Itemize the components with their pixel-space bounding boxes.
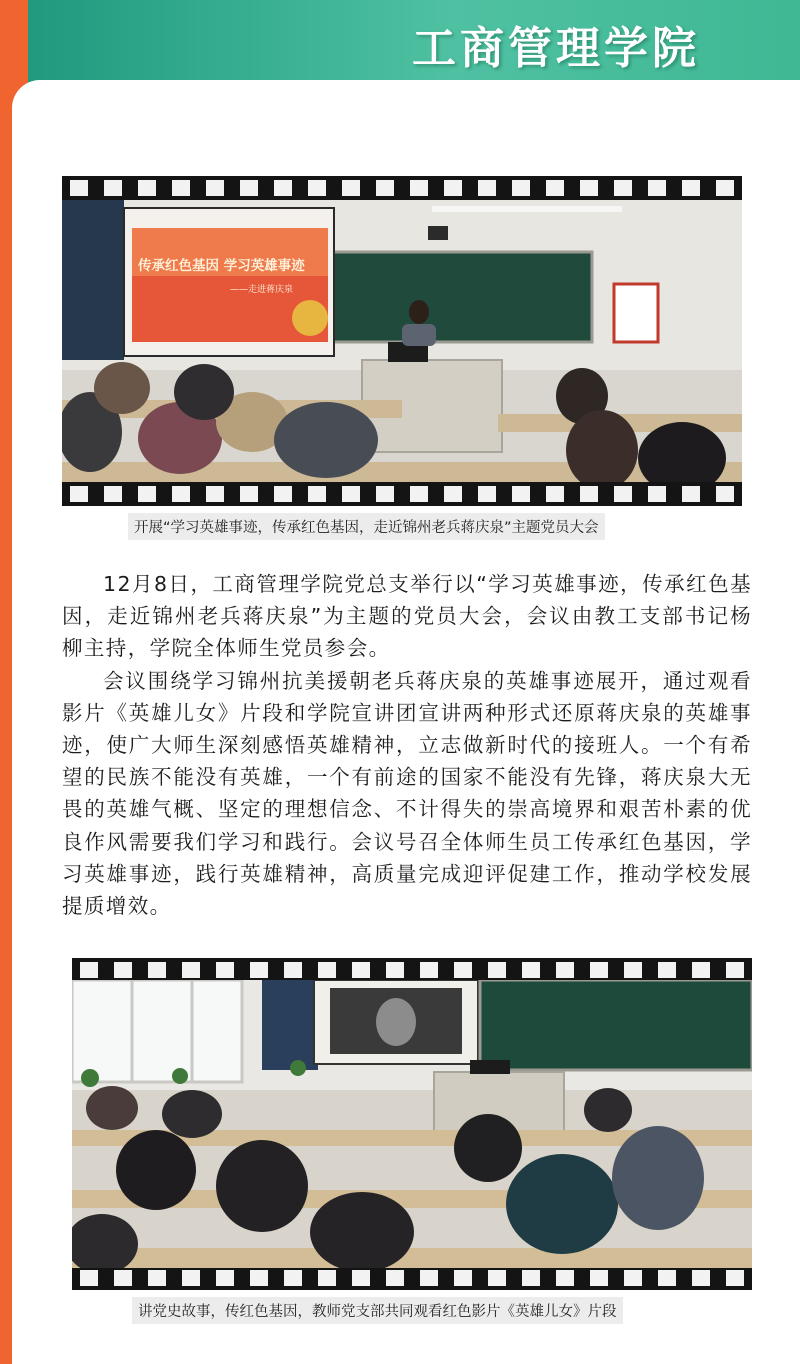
photo-caption-1: 开展“学习英雄事迹，传承红色基因，走近锦州老兵蒋庆泉”主题党员大会 xyxy=(128,513,605,540)
article-paragraph: 12月8日，工商管理学院党总支举行以“学习英雄事迹，传承红色基因，走近锦州老兵蒋庆泉”为主题的党员大会，会议由教工支部书记杨柳主持，学院全体师生党员参会。 xyxy=(62,572,752,661)
bottom-orange-strip xyxy=(0,1304,12,1364)
film-frame-2 xyxy=(72,958,752,1290)
meeting-photo-1 xyxy=(62,200,742,482)
meeting-photo-2 xyxy=(72,980,752,1268)
page-title: 工商管理学院 xyxy=(412,23,700,74)
photo-caption-2: 讲党史故事，传红色基因，教师党支部共同观看红色影片《英雄儿女》片段 xyxy=(132,1297,623,1324)
article-paragraph: 会议围绕学习锦州抗美援朝老兵蒋庆泉的英雄事迹展开，通过观看影片《英雄儿女》片段和学院宣讲团宣讲两种形式还原蒋庆泉的英雄事迹，使广大师生深刻感悟英雄精神，立志做新时代的接班人。一个有希望的民族不能没有英雄，一个有前途的国家不能没有先锋，蒋庆泉大无畏的英雄气概、坚定的理想信念、不计得失的崇高境界和艰苦朴素的优良作风需要我们学习和践行。会议号召全体师生员工传承红色基因，学习英雄事迹，践行英雄精神，高质量完成迎评促建工作，推动学校发展提质增效。 xyxy=(62,668,752,919)
film-perforation-top xyxy=(62,180,742,196)
slide-title: 传承红色基因 学习英雄事迹 xyxy=(138,258,305,274)
film-frame-1 xyxy=(62,176,742,506)
film-perforation-top xyxy=(72,962,752,978)
film-perforation-bottom xyxy=(72,1270,752,1286)
slide-subtitle: ——走进蒋庆泉 xyxy=(230,285,294,295)
film-perforation-bottom xyxy=(62,486,742,502)
article-body xyxy=(62,568,752,922)
left-orange-strip xyxy=(0,60,12,1364)
